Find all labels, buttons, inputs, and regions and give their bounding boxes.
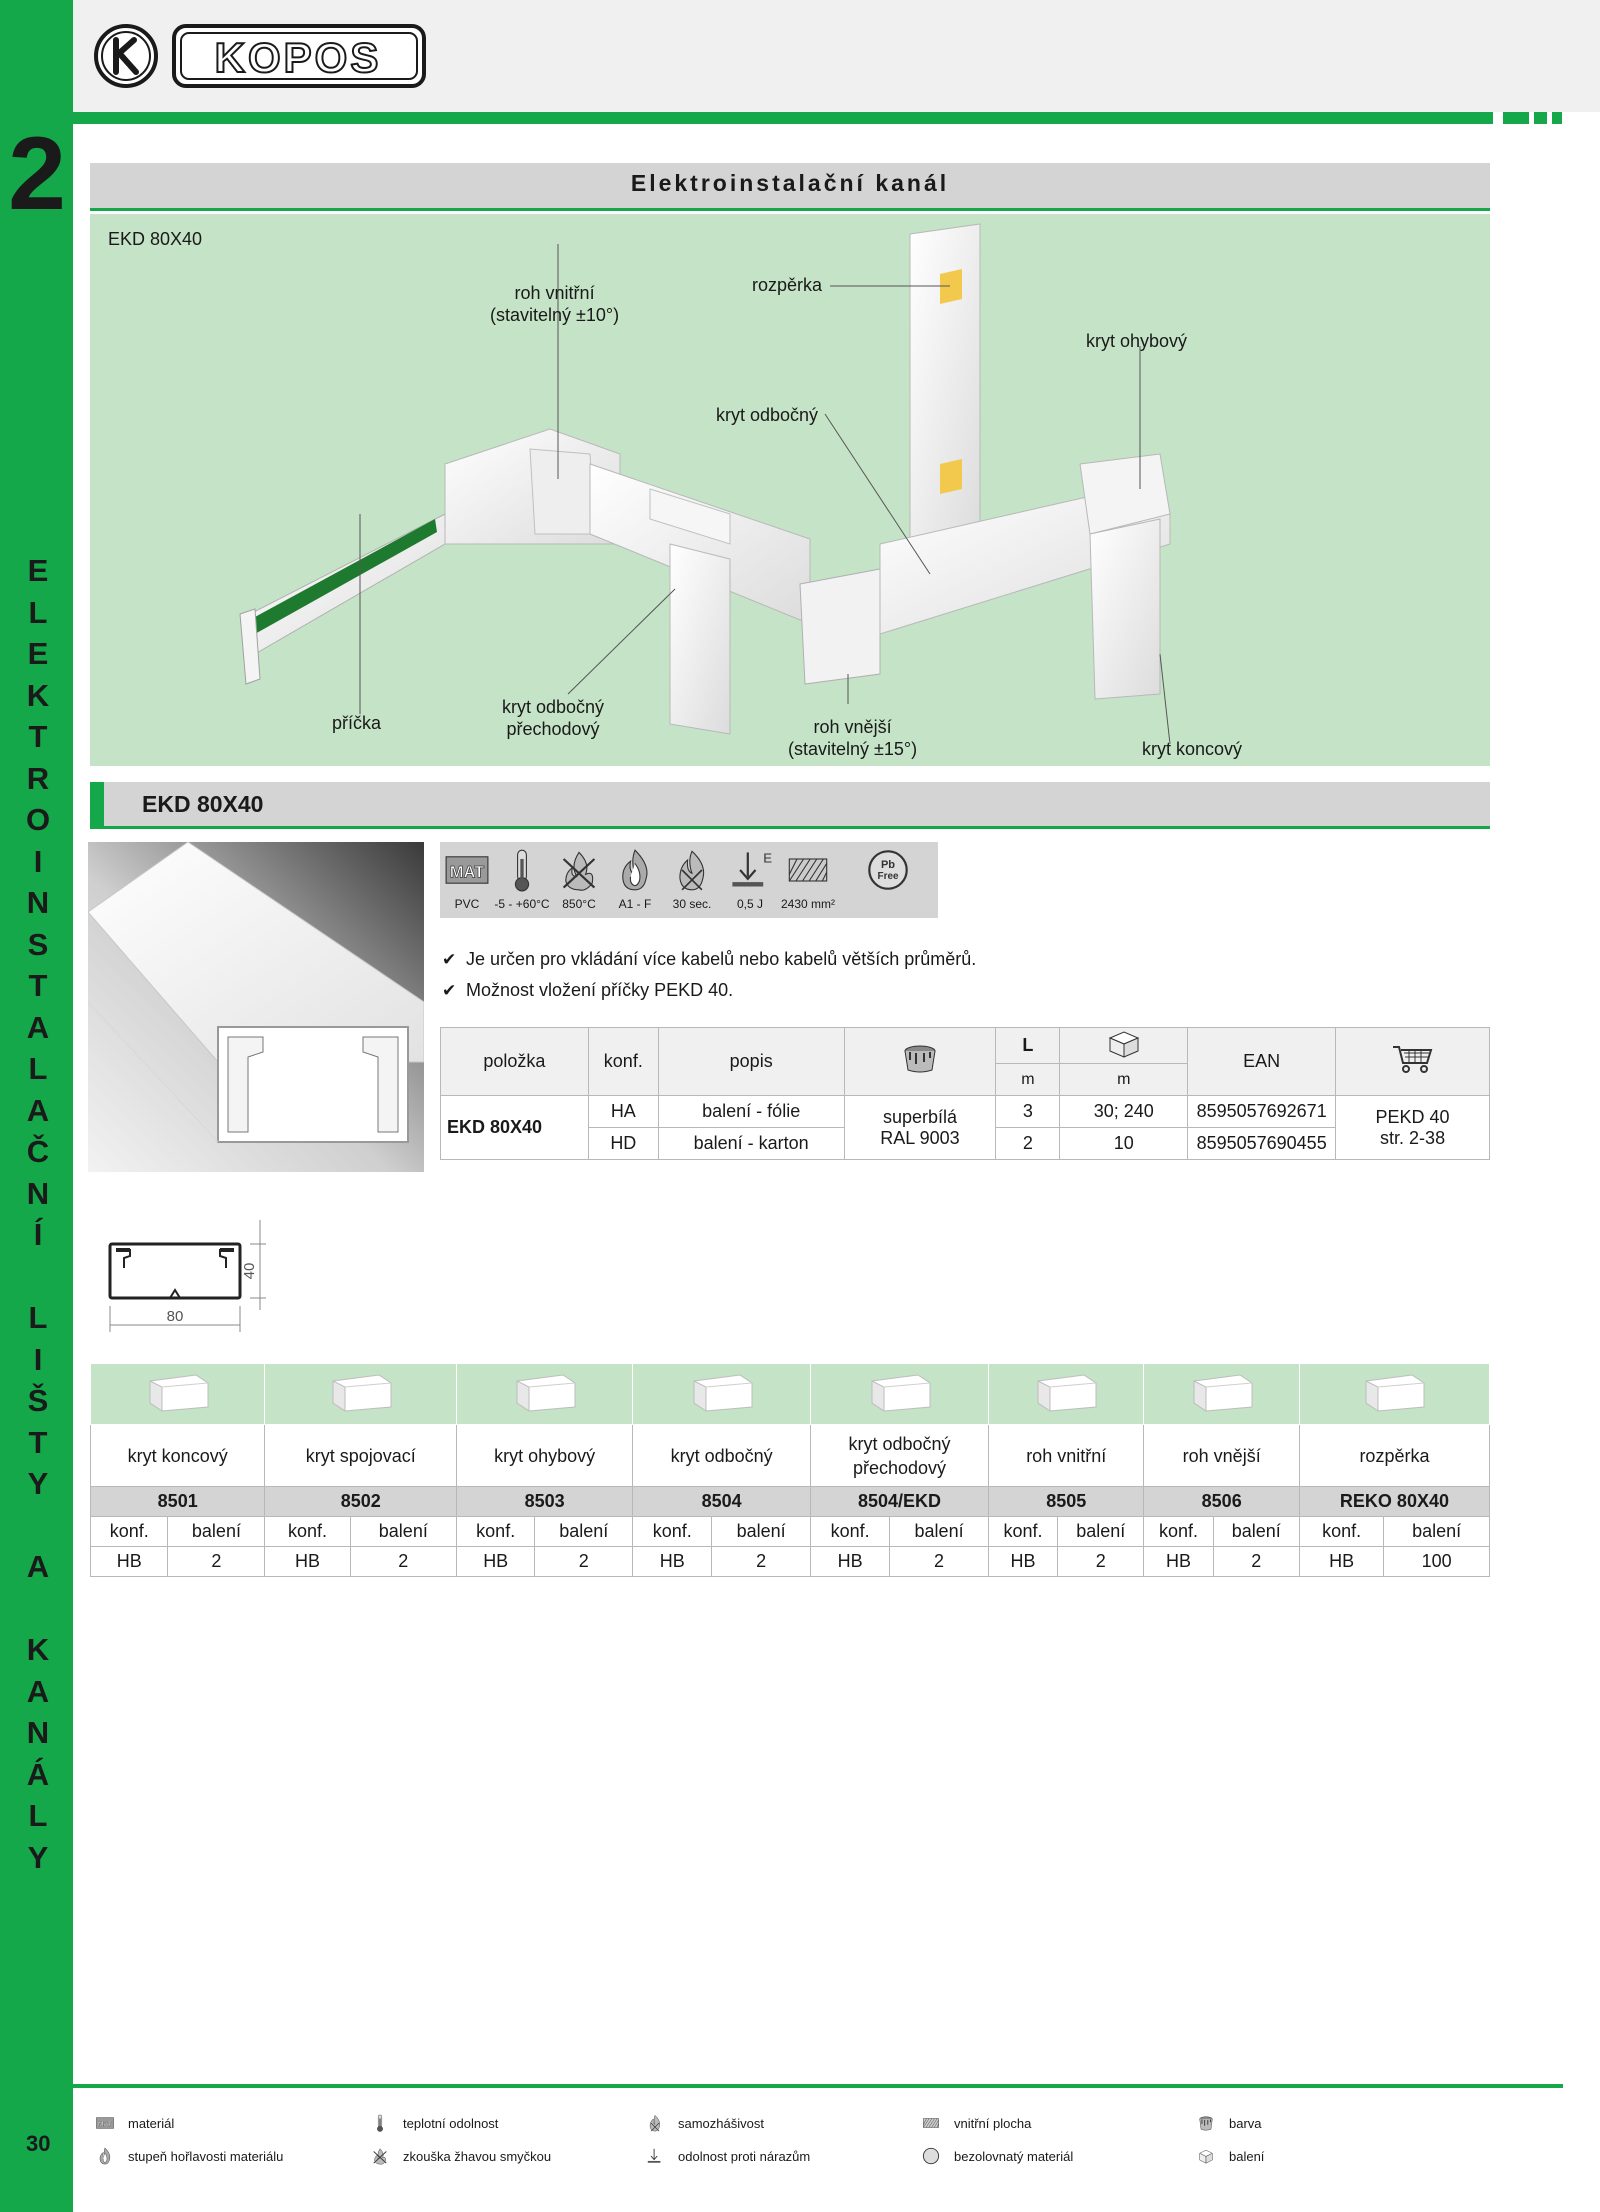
product-photo [88, 842, 424, 1172]
accessory-image [1299, 1364, 1489, 1425]
cell-accessory [1336, 1096, 1490, 1160]
accessory-name-line: roh vnější [1182, 1445, 1261, 1466]
cross-section-drawing [100, 1210, 270, 1341]
chapter-letter: L [28, 1300, 48, 1335]
legend-item [920, 2147, 1073, 2165]
chapter-letter: T [28, 968, 48, 1003]
inner-area-icon [786, 848, 830, 892]
accessory-pack: 2 [890, 1547, 989, 1577]
width-dimension: 80 [166, 1308, 184, 1325]
banner [90, 163, 1490, 208]
accessory-part-graphic [860, 1367, 940, 1417]
legend-item [94, 2147, 283, 2165]
glow-wire-icon [557, 848, 601, 892]
accessory-code: 8504/EKD [811, 1487, 989, 1517]
cell-conf: HA [588, 1096, 658, 1128]
legend-label: barva [1229, 2115, 1262, 2131]
property-value: -5 - +60°C [494, 897, 550, 911]
accessory-name [633, 1425, 811, 1487]
legend-label: materiál [128, 2115, 175, 2131]
legend-item [920, 2114, 1031, 2132]
property-cell [722, 842, 778, 918]
accessory-conf-header: konf. [457, 1517, 535, 1547]
accessory-name [1144, 1425, 1299, 1487]
header-square [1503, 112, 1529, 124]
legend-item [644, 2147, 810, 2165]
cross-section-graphic [100, 1210, 270, 1336]
svg-text:MAT: MAT [97, 2121, 113, 2129]
legend-item [94, 2114, 174, 2132]
chapter-letter: I [33, 1341, 43, 1377]
accessory-conf: HB [811, 1547, 890, 1577]
chapter-letter: Š [27, 1383, 49, 1418]
accessory-pack-header: balení [1384, 1517, 1490, 1547]
label-kryt-ohybovy: kryt ohybový [1086, 331, 1188, 351]
th-length-unit: m [996, 1064, 1060, 1096]
accessory-images-row [91, 1364, 1490, 1425]
chapter-letter: Í [33, 1217, 43, 1252]
cart-icon [1391, 1043, 1435, 1075]
section-title: EKD 80X40 [142, 791, 264, 817]
legend-item [1195, 2114, 1262, 2132]
color-ral: RAL 9003 [880, 1127, 960, 1148]
accessory-name-line: kryt odbočný [848, 1433, 951, 1454]
label-line: (stavitelný ±15°) [788, 739, 918, 759]
accessory-conf: HB [1144, 1547, 1213, 1577]
legend-icon-holder [369, 2114, 391, 2132]
accessory-pack-header: balení [1058, 1517, 1144, 1547]
pb-free-icon [920, 2147, 942, 2165]
accessory-pack: 2 [1058, 1547, 1144, 1577]
check-icon: ✔ [442, 950, 457, 969]
chapter-letter [14, 1505, 62, 1547]
chapter-letter: S [27, 926, 49, 962]
label-roh-vnitrni [490, 282, 619, 326]
feature-text: Možnost vložení příčky PEKD 40. [466, 980, 734, 1000]
accessory-conf: HB [1299, 1547, 1383, 1577]
property-value: 30 sec. [672, 897, 712, 911]
self-extinguish-icon [670, 848, 714, 892]
accessory-image [1144, 1364, 1299, 1425]
chapter-letter: T [28, 719, 48, 754]
accessory-image [457, 1364, 633, 1425]
accessory-pack: 2 [1213, 1547, 1299, 1577]
accessory-name-line: kryt spojovací [305, 1445, 416, 1466]
chapter-letter: Y [27, 1839, 49, 1875]
accessory-conf: HB [91, 1547, 168, 1577]
feature-item [442, 975, 976, 1006]
product-table [440, 1027, 1490, 1160]
paint-bucket-icon [900, 1044, 940, 1074]
property-icon-holder [778, 848, 838, 897]
legend-icon-holder [920, 2147, 942, 2165]
accessory-name-line: kryt odbočný [670, 1445, 773, 1466]
accessory-conf-header: konf. [811, 1517, 890, 1547]
thermometer-icon [369, 2114, 391, 2132]
legend-icon-holder [1195, 2147, 1217, 2165]
height-dimension: 40 [241, 1262, 258, 1280]
accessory-pack-header: balení [712, 1517, 811, 1547]
property-icon-holder [608, 848, 662, 897]
accessory-code: 8504 [633, 1487, 811, 1517]
self-extinguish-icon [644, 2114, 666, 2132]
chapter-letter [14, 1588, 62, 1630]
property-icon-holder [662, 848, 722, 897]
table-row [441, 1096, 1490, 1128]
th-desc: popis [658, 1028, 844, 1096]
assembly-diagram [90, 214, 1490, 766]
accessory-name-line: kryt koncový [127, 1445, 228, 1466]
property-cell [550, 842, 608, 918]
chapter-letter: Á [26, 1756, 50, 1792]
chapter-letter: N [26, 1715, 50, 1750]
chapter-letter: E [27, 636, 49, 671]
accessory-conf: HB [988, 1547, 1057, 1577]
th-pack [1060, 1028, 1188, 1064]
kopos-logo-graphic [90, 20, 430, 92]
cell-length: 2 [996, 1128, 1060, 1160]
legend-icon-holder [644, 2114, 666, 2132]
property-cell [838, 842, 938, 918]
property-value: PVC [454, 897, 480, 911]
inner-area-icon [920, 2114, 942, 2132]
chapter-letter: A [26, 1673, 50, 1709]
header-square [1552, 112, 1562, 124]
paint-bucket-icon [1195, 2114, 1217, 2132]
impact-icon [728, 848, 772, 892]
property-cell [662, 842, 722, 918]
section-tab [90, 782, 104, 829]
pb-free-icon [866, 848, 910, 892]
cell-pack: 10 [1060, 1128, 1188, 1160]
svg-text:Free: Free [877, 870, 899, 882]
property-icon-holder [440, 848, 494, 897]
property-icon-holder [494, 848, 550, 897]
svg-text:Pb: Pb [880, 858, 896, 871]
accessory-conf-header: konf. [988, 1517, 1057, 1547]
accessory-pack: 2 [168, 1547, 265, 1577]
legend-item [1195, 2147, 1264, 2165]
accessory-part-graphic [1026, 1367, 1106, 1417]
header-rule [73, 112, 1493, 124]
chapter-letter: Č [26, 1134, 50, 1169]
accessory-part-graphic [1182, 1367, 1262, 1417]
chapter-letter: N [26, 885, 50, 920]
legend-label: vnitřní plocha [954, 2115, 1032, 2131]
chapter-vertical-title [14, 550, 62, 1878]
accessory-code: 8505 [988, 1487, 1143, 1517]
property-cell [440, 842, 494, 918]
chapter-letter: K [26, 1632, 50, 1667]
property-icon-holder [550, 848, 608, 897]
chapter-letter [14, 1256, 62, 1298]
property-cell [778, 842, 838, 918]
banner-rule [90, 208, 1490, 211]
banner-title: Elektroinstalační kanál [630, 170, 950, 196]
accessory-values-row [91, 1547, 1490, 1577]
th-ean: EAN [1188, 1028, 1336, 1096]
accessory-conf-header: konf. [633, 1517, 712, 1547]
feature-item [442, 944, 976, 975]
accessory-page: str. 2-38 [1380, 1127, 1446, 1148]
property-icon-holder [838, 848, 938, 897]
chapter-number: 2 [8, 116, 66, 232]
chapter-letter: L [28, 1051, 48, 1086]
accessory-name [265, 1425, 457, 1487]
accessory-name-line: přechodový [853, 1457, 947, 1478]
mat-icon [94, 2114, 116, 2132]
property-cell [608, 842, 662, 918]
accessory-conf: HB [457, 1547, 535, 1577]
th-cart [1336, 1028, 1490, 1096]
th-item: položka [441, 1028, 589, 1096]
accessory-image [811, 1364, 989, 1425]
th-pack-unit: m [1060, 1064, 1188, 1096]
accessory-code: 8502 [265, 1487, 457, 1517]
check-icon: ✔ [442, 981, 457, 1000]
diagram-product-code: EKD 80X40 [108, 229, 203, 249]
legend-label: bezolovnatý materiál [954, 2148, 1074, 2164]
cell-desc: balení - fólie [658, 1096, 844, 1128]
cell-pack: 30; 240 [1060, 1096, 1188, 1128]
accessory-part-graphic [1354, 1367, 1434, 1417]
feature-list [442, 944, 976, 1006]
channel-assembly-illustration [90, 214, 1490, 766]
accessory-part-graphic [138, 1367, 218, 1417]
accessory-pack: 2 [350, 1547, 457, 1577]
label-line: přechodový [506, 719, 600, 739]
accessory-name [988, 1425, 1143, 1487]
label-line: roh vnitřní [514, 283, 595, 303]
legend-item [369, 2114, 498, 2132]
accessory-pack-header: balení [890, 1517, 989, 1547]
chapter-letter: L [28, 1798, 48, 1833]
accessory-pack-header: balení [1213, 1517, 1299, 1547]
legend-icon-holder [644, 2147, 666, 2165]
cell-ean: 8595057690455 [1188, 1128, 1336, 1160]
legend-icon-holder [369, 2147, 391, 2165]
accessory-image [988, 1364, 1143, 1425]
accessory-pack-header: balení [168, 1517, 265, 1547]
box-icon [1104, 1028, 1144, 1058]
property-icon-holder [722, 848, 778, 897]
th-length: L [996, 1028, 1060, 1064]
accessory-pack: 2 [712, 1547, 811, 1577]
accessory-name-line: kryt ohybový [494, 1445, 596, 1466]
chapter-letter: N [26, 1175, 50, 1211]
chapter-letter: A [26, 1092, 50, 1128]
accessory-part-graphic [505, 1367, 585, 1417]
kopos-logo [90, 20, 430, 97]
accessory-conf: HB [265, 1547, 350, 1577]
color-name: superbílá [882, 1106, 957, 1127]
flame-icon [613, 848, 657, 892]
accessory-pack: 2 [535, 1547, 633, 1577]
accessory-code: 8503 [457, 1487, 633, 1517]
table-header-row [441, 1028, 1490, 1064]
label-pricka: příčka [332, 713, 382, 733]
thermometer-icon [500, 848, 544, 892]
chapter-letter: K [26, 677, 50, 713]
accessory-names-row [91, 1425, 1490, 1487]
legend-icon-holder [920, 2114, 942, 2132]
section-rule [104, 826, 1490, 829]
legend-item [644, 2114, 764, 2132]
label-rozperka: rozpěrka [752, 275, 823, 295]
accessory-part-graphic [682, 1367, 762, 1417]
chapter-letter: R [26, 760, 50, 796]
label-kryt-odbocny-prechodovy [502, 696, 604, 740]
label-kryt-odbocny: kryt odbočný [716, 405, 819, 425]
accessory-codes-row [91, 1487, 1490, 1517]
property-value: 850°C [562, 897, 596, 911]
feature-text: Je určen pro vkládání více kabelů nebo kabelů větších průměrů. [466, 949, 977, 969]
accessory-pack: 100 [1384, 1547, 1490, 1577]
chapter-letter: Y [27, 1466, 49, 1501]
accessory-name: PEKD 40 [1375, 1106, 1450, 1127]
accessory-subheader-row [91, 1517, 1490, 1547]
property-value: 2430 mm² [780, 897, 836, 911]
legend-label: samozhášivost [678, 2115, 764, 2131]
property-value: A1 - F [618, 897, 652, 911]
accessory-pack-header: balení [535, 1517, 633, 1547]
accessory-code: REKO 80X40 [1299, 1487, 1489, 1517]
mat-icon [445, 848, 489, 892]
legend-label: zkouška žhavou smyčkou [403, 2148, 552, 2164]
accessory-conf-header: konf. [1144, 1517, 1213, 1547]
chapter-letter: O [25, 802, 51, 837]
accessory-conf: HB [633, 1547, 712, 1577]
logo-wordmark: KOPOS [214, 34, 382, 81]
accessory-name [91, 1425, 265, 1487]
cell-length: 3 [996, 1096, 1060, 1128]
label-line: kryt odbočný [502, 697, 605, 717]
page-number: 30 [26, 2131, 51, 2156]
accessory-name [811, 1425, 989, 1487]
legend-label: odolnost proti nárazům [678, 2148, 811, 2164]
th-conf: konf. [588, 1028, 658, 1096]
label-roh-vnejsi [788, 716, 917, 760]
cell-ean: 8595057692671 [1188, 1096, 1336, 1128]
legend-item [369, 2147, 551, 2165]
accessory-code: 8506 [1144, 1487, 1299, 1517]
chapter-letter: A [26, 1549, 50, 1584]
accessory-name-line: roh vnitřní [1026, 1445, 1107, 1466]
cell-desc: balení - karton [658, 1128, 844, 1160]
th-color [844, 1028, 996, 1096]
accessory-conf-header: konf. [91, 1517, 168, 1547]
legend-icon-holder [94, 2147, 116, 2165]
accessory-name [457, 1425, 633, 1487]
property-cell [494, 842, 550, 918]
accessory-pack-header: balení [350, 1517, 457, 1547]
accessory-conf-header: konf. [1299, 1517, 1383, 1547]
property-value: 0,5 J [736, 897, 763, 911]
legend-icon-holder [1195, 2114, 1217, 2132]
legend-icon-holder [94, 2114, 116, 2132]
accessory-image [91, 1364, 265, 1425]
accessory-name-line: rozpěrka [1359, 1445, 1430, 1466]
svg-text:E: E [763, 850, 772, 866]
impact-icon [644, 2147, 666, 2165]
properties-strip [440, 842, 938, 918]
label-line: (stavitelný ±10°) [490, 305, 620, 325]
accessories-table [90, 1363, 1490, 1577]
accessory-image [633, 1364, 811, 1425]
accessory-name [1299, 1425, 1489, 1487]
cell-conf: HD [588, 1128, 658, 1160]
chapter-letter: A [26, 1009, 50, 1045]
label-line: roh vnější [813, 717, 892, 737]
box-icon [1195, 2147, 1217, 2165]
legend-label: balení [1229, 2148, 1265, 2164]
cell-color [844, 1096, 996, 1160]
accessory-part-graphic [321, 1367, 401, 1417]
svg-text:MAT: MAT [449, 863, 485, 882]
flame-icon [94, 2147, 116, 2165]
accessory-image [265, 1364, 457, 1425]
section-bar [90, 782, 1490, 826]
legend-label: teplotní odolnost [403, 2115, 499, 2131]
accessory-conf-header: konf. [265, 1517, 350, 1547]
label-kryt-koncovy: kryt koncový [1142, 739, 1243, 759]
chapter-letter: E [27, 553, 49, 588]
chapter-letter: I [33, 843, 43, 879]
glow-wire-icon [369, 2147, 391, 2165]
channel-photo-graphic [88, 842, 424, 1172]
accessory-code: 8501 [91, 1487, 265, 1517]
header-square [1534, 112, 1547, 124]
legend-label: stupeň hořlavosti materiálu [128, 2148, 284, 2164]
chapter-letter: L [28, 594, 48, 630]
item-code: EKD 80X40 [441, 1096, 589, 1160]
chapter-letter: T [28, 1424, 48, 1460]
legend-rule [73, 2084, 1563, 2088]
